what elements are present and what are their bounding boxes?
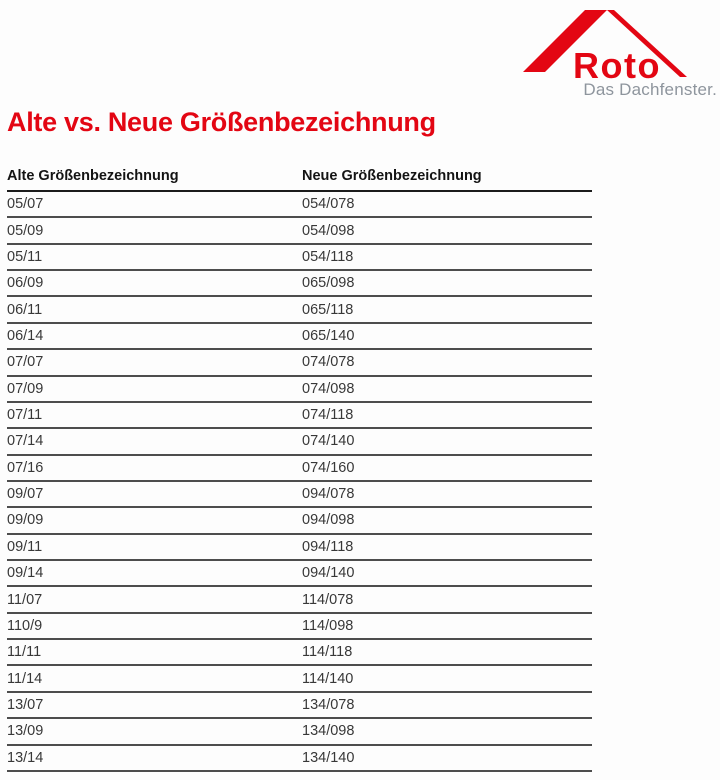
new-size-cell: 114/140 bbox=[302, 670, 354, 687]
new-size-cell: 134/098 bbox=[302, 723, 355, 740]
new-size-cell: 074/078 bbox=[302, 354, 355, 371]
new-size-cell: 074/118 bbox=[302, 407, 354, 424]
table-row bbox=[7, 587, 592, 613]
new-size-cell: 114/078 bbox=[302, 591, 354, 608]
new-size-cell: 065/140 bbox=[302, 327, 355, 344]
old-size-cell: 11/07 bbox=[7, 591, 43, 608]
table-row bbox=[7, 482, 592, 508]
new-size-cell: 054/118 bbox=[302, 248, 354, 265]
table-row bbox=[7, 245, 592, 271]
table-body bbox=[7, 192, 592, 772]
column-header-new-size: Neue Größenbezeichnung bbox=[302, 168, 482, 184]
old-size-cell: 13/14 bbox=[7, 749, 44, 766]
new-size-cell: 094/078 bbox=[302, 486, 355, 503]
old-size-cell: 09/14 bbox=[7, 565, 44, 582]
brand-tagline: Das Dachfenster. bbox=[583, 80, 717, 99]
old-size-cell: 110/9 bbox=[7, 617, 43, 634]
table-row bbox=[7, 561, 592, 587]
new-size-cell: 114/118 bbox=[302, 644, 353, 661]
old-size-cell: 06/09 bbox=[7, 275, 44, 292]
table-row bbox=[7, 693, 592, 719]
table-row bbox=[7, 324, 592, 350]
old-size-cell: 07/11 bbox=[7, 407, 43, 424]
table-row bbox=[7, 297, 592, 323]
size-conversion-table bbox=[7, 168, 592, 772]
old-size-cell: 07/09 bbox=[7, 380, 44, 397]
new-size-cell: 074/160 bbox=[302, 459, 355, 476]
old-size-cell: 09/09 bbox=[7, 512, 44, 529]
new-size-cell: 054/078 bbox=[302, 196, 355, 213]
old-size-cell: 11/11 bbox=[7, 644, 42, 661]
old-size-cell: 05/11 bbox=[7, 248, 43, 265]
table-row bbox=[7, 456, 592, 482]
brand-wordmark: Roto bbox=[573, 45, 661, 80]
table-row bbox=[7, 192, 592, 218]
new-size-cell: 074/098 bbox=[302, 380, 355, 397]
table-row bbox=[7, 719, 592, 745]
new-size-cell: 094/140 bbox=[302, 565, 355, 582]
table-row bbox=[7, 614, 592, 640]
old-size-cell: 13/09 bbox=[7, 723, 44, 740]
old-size-cell: 05/09 bbox=[7, 222, 44, 239]
table-row bbox=[7, 666, 592, 692]
new-size-cell: 094/098 bbox=[302, 512, 355, 529]
column-header-old-size: Alte Größenbezeichnung bbox=[7, 168, 179, 184]
new-size-cell: 074/140 bbox=[302, 433, 355, 450]
page-title: Alte vs. Neue Größenbezeichnung bbox=[7, 107, 436, 137]
old-size-cell: 07/07 bbox=[7, 354, 44, 371]
old-size-cell: 09/07 bbox=[7, 486, 44, 503]
table-row bbox=[7, 350, 592, 376]
old-size-cell: 06/14 bbox=[7, 327, 44, 344]
new-size-cell: 134/140 bbox=[302, 749, 355, 766]
old-size-cell: 11/14 bbox=[7, 670, 43, 687]
old-size-cell: 05/07 bbox=[7, 196, 44, 213]
table-row bbox=[7, 377, 592, 403]
table-row bbox=[7, 535, 592, 561]
table-row bbox=[7, 403, 592, 429]
old-size-cell: 07/14 bbox=[7, 433, 44, 450]
table-row bbox=[7, 640, 592, 666]
old-size-cell: 06/11 bbox=[7, 301, 43, 318]
new-size-cell: 114/098 bbox=[302, 617, 354, 634]
old-size-cell: 07/16 bbox=[7, 459, 44, 476]
roto-roof-logo-icon bbox=[523, 8, 695, 80]
table-row bbox=[7, 271, 592, 297]
new-size-cell: 134/078 bbox=[302, 697, 355, 713]
table-row bbox=[7, 429, 592, 455]
table-row bbox=[7, 218, 592, 244]
new-size-cell: 054/098 bbox=[302, 222, 355, 239]
table-row bbox=[7, 508, 592, 534]
table-row bbox=[7, 746, 592, 772]
table-header-row bbox=[7, 168, 592, 192]
new-size-cell: 065/098 bbox=[302, 275, 355, 292]
new-size-cell: 065/118 bbox=[302, 301, 354, 318]
old-size-cell: 09/11 bbox=[7, 538, 43, 555]
new-size-cell: 094/118 bbox=[302, 538, 354, 555]
old-size-cell: 13/07 bbox=[7, 697, 44, 713]
